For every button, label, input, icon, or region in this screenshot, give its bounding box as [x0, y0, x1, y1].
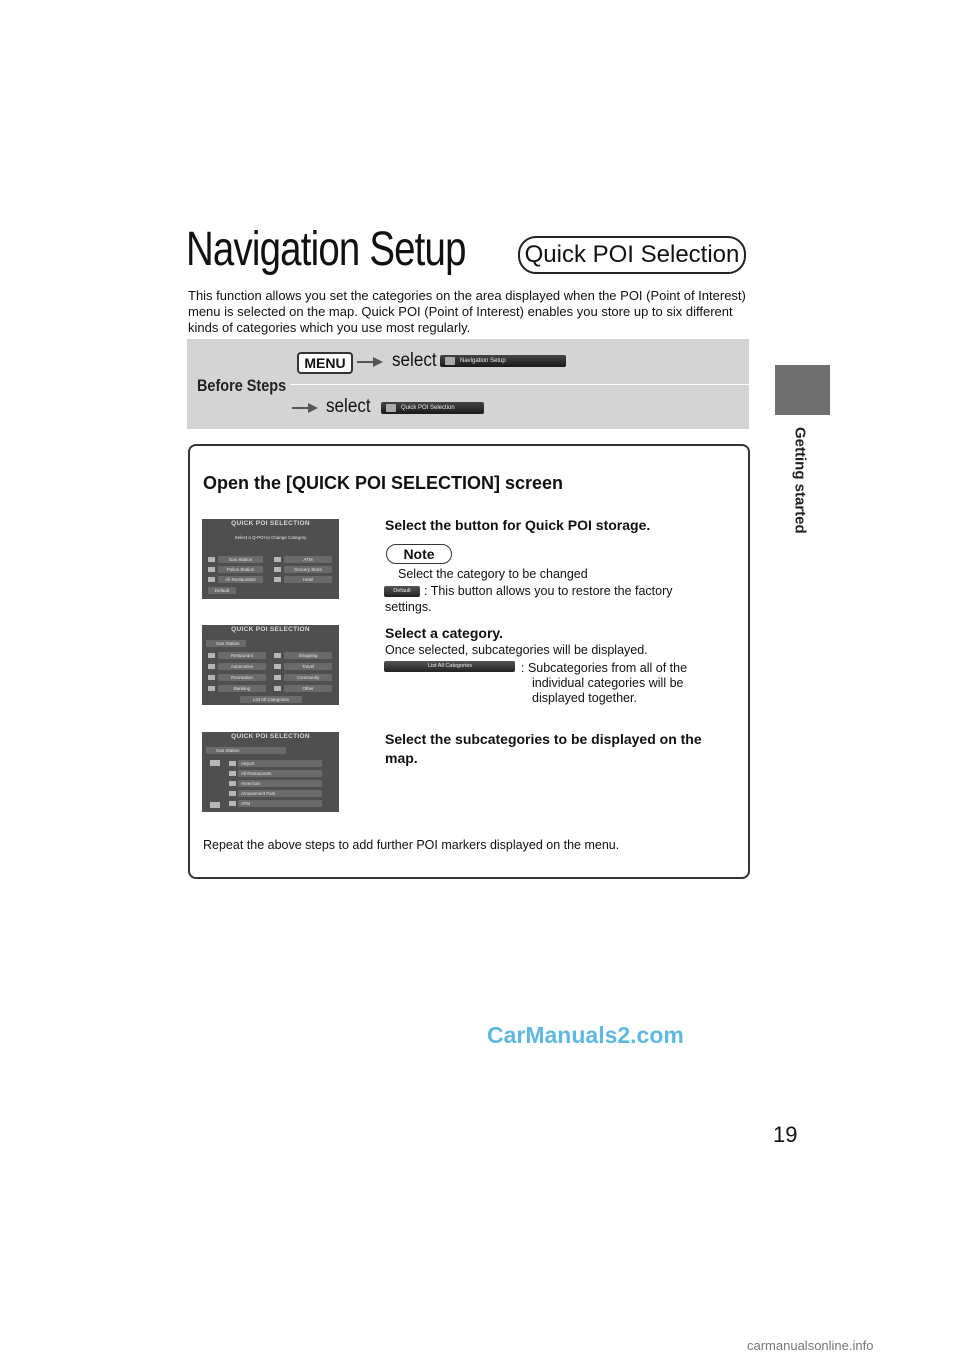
navigation-setup-button: Navigation Setup	[440, 355, 566, 367]
list-all-description-cont: individual categories will be	[532, 676, 684, 690]
selected-category: Gas Station	[206, 640, 246, 647]
category-icon	[229, 801, 236, 806]
select-label: select	[326, 396, 371, 417]
list-item: Recreation	[218, 674, 266, 681]
scroll-up-icon	[210, 760, 220, 766]
wrench-icon	[445, 357, 455, 365]
section-tab-label: Getting started	[791, 426, 809, 534]
list-item: Automotive	[218, 663, 266, 670]
list-item: Grocery Store	[284, 566, 332, 573]
page-number: 19	[773, 1122, 798, 1147]
selected-category: Gas Station	[206, 747, 286, 754]
list-item: Community	[284, 674, 332, 681]
category-icon	[274, 557, 281, 562]
category-icon	[229, 781, 236, 786]
before-steps-panel	[187, 339, 749, 429]
category-icon	[274, 653, 281, 658]
list-all-description: : Subcategories from all of the	[521, 661, 688, 675]
list-item: Hotel	[284, 576, 332, 583]
list-all-description-cont: displayed together.	[532, 691, 637, 705]
screenshot-quick-poi-2	[202, 625, 339, 705]
step-1-heading: Select the button for Quick POI storage.	[385, 517, 651, 533]
list-item: Banking	[218, 685, 266, 692]
before-steps-label: Before Steps	[197, 376, 287, 395]
screenshot-quick-poi-1	[202, 519, 339, 599]
section-tab-marker	[775, 365, 830, 415]
note-badge: Note	[386, 544, 452, 564]
list-item: All Restaurants	[238, 770, 322, 777]
arrow-right-icon	[357, 357, 383, 367]
quick-poi-selection-button: Quick POI Selection	[381, 402, 484, 414]
list-item: American	[238, 780, 322, 787]
screenshot-quick-poi-3	[202, 732, 339, 812]
list-item: ATM	[284, 556, 332, 563]
list-item: Shopping	[284, 652, 332, 659]
category-icon	[274, 664, 281, 669]
page-title: Navigation Setup	[186, 223, 466, 276]
list-item: Restaurant	[218, 652, 266, 659]
list-all-categories-button-icon: List All Categories	[384, 661, 515, 672]
poi-icon	[386, 404, 396, 412]
watermark: CarManuals2.com	[487, 1022, 684, 1048]
default-description-cont: settings.	[385, 600, 432, 614]
list-item: Other	[284, 685, 332, 692]
note-text: Select the category to be changed	[398, 567, 588, 581]
list-item: Airport	[238, 760, 322, 767]
list-item: All Restaurants	[218, 576, 263, 583]
category-icon	[229, 791, 236, 796]
section-heading: Open the [QUICK POI SELECTION] screen	[203, 473, 564, 493]
repeat-instruction: Repeat the above steps to add further POI markers displayed on the menu.	[203, 838, 620, 852]
category-icon	[274, 686, 281, 691]
category-icon	[208, 557, 215, 562]
list-item: Police Station	[218, 566, 263, 573]
site-watermark: carmanualsonline.info	[747, 1338, 874, 1353]
default-button: Default	[208, 587, 236, 594]
screen-title: QUICK POI SELECTION	[231, 520, 310, 527]
category-icon	[208, 675, 215, 680]
category-icon	[229, 771, 236, 776]
step-3-heading-cont: map.	[385, 750, 418, 766]
scroll-down-icon	[210, 802, 220, 808]
list-item: Amusement Park	[238, 790, 322, 797]
divider	[290, 384, 749, 385]
title-badge: Quick POI Selection	[518, 236, 746, 274]
list-item: Gas Station	[218, 556, 263, 563]
list-item: Travel	[284, 663, 332, 670]
category-icon	[229, 761, 236, 766]
intro-paragraph: This function allows you set the categories on the area displayed when the POI (Point of Interest) menu is selected on the map. Quick POI (Point of Interest) enables you store up to six different kinds of categories which you use most regularly.	[188, 288, 746, 335]
default-button-icon: Default	[384, 586, 420, 597]
list-item: ATM	[238, 800, 322, 807]
category-icon	[208, 577, 215, 582]
category-icon	[208, 686, 215, 691]
arrow-right-icon	[292, 403, 318, 413]
step-2-description: Once selected, subcategories will be displayed.	[385, 643, 648, 657]
screen-title: QUICK POI SELECTION	[231, 626, 310, 633]
category-icon	[274, 577, 281, 582]
screen-subtitle: Select a Q-POI to Change Category	[234, 535, 307, 540]
select-label: select	[392, 350, 437, 371]
menu-key: MENU	[297, 352, 353, 374]
default-description: : This button allows you to restore the factory	[424, 584, 673, 598]
list-all-categories-button: List All Categories	[240, 696, 302, 703]
category-icon	[274, 675, 281, 680]
category-icon	[274, 567, 281, 572]
category-icon	[208, 664, 215, 669]
category-icon	[208, 653, 215, 658]
step-3-heading: Select the subcategories to be displayed on the	[385, 731, 702, 747]
step-2-heading: Select a category.	[385, 625, 504, 641]
category-icon	[208, 567, 215, 572]
screen-title: QUICK POI SELECTION	[231, 733, 310, 740]
